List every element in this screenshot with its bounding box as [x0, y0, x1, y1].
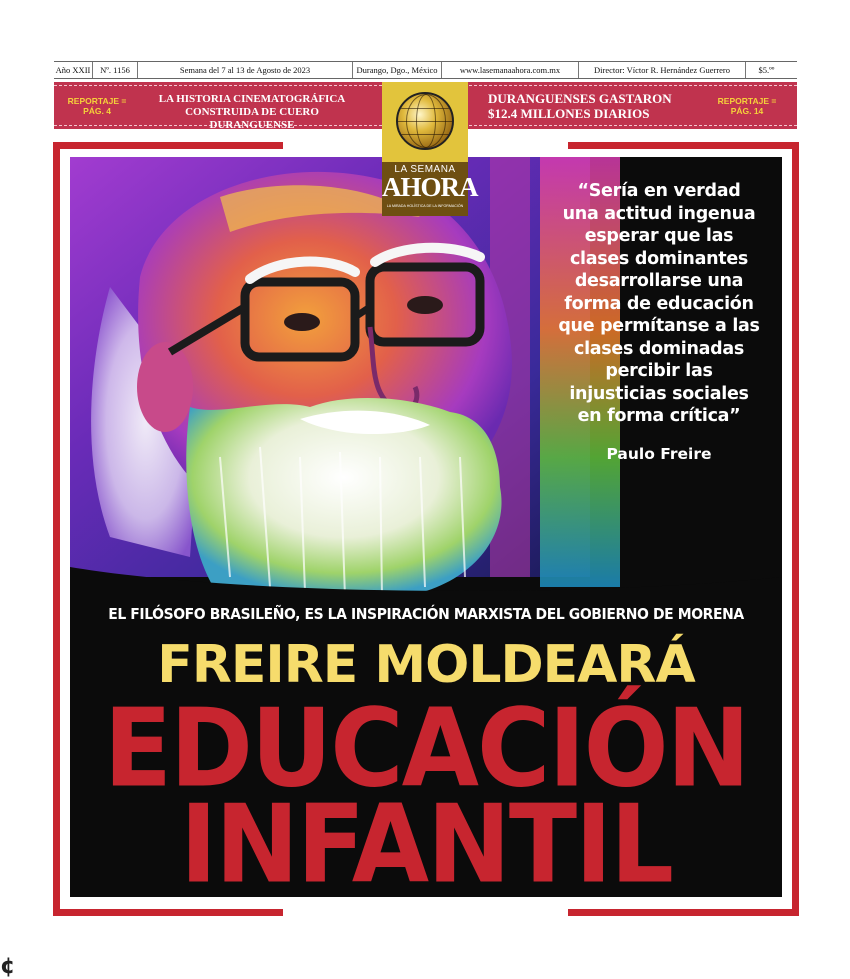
quote-line: clases dominantes: [569, 248, 749, 269]
globe-icon: [396, 92, 454, 150]
quote-line: forma de educación: [564, 293, 754, 314]
teaser-right-headline-1: DURANGUENSES GASTARON: [488, 91, 672, 106]
issue-number: Nº. 1156: [93, 62, 138, 78]
logo-top-text: LA SEMANA: [394, 164, 456, 175]
teaser-right-label-2: PÁG. 14: [730, 106, 764, 116]
teaser-left-headline-1: LA HISTORIA CINEMATOGRÁFICA: [158, 93, 346, 105]
teaser-right-headline-2: $12.4 MILLONES DIARIOS: [488, 106, 650, 121]
quote-line: clases dominadas: [574, 338, 744, 359]
pull-quote: [540, 180, 778, 428]
corner-mark: ¢: [0, 954, 16, 979]
cover-headline[interactable]: FREIRE MOLDEARÁ: [157, 635, 695, 695]
issue-director: Director: Víctor R. Hernández Guerrero: [579, 62, 746, 78]
issue-week: Semana del 7 al 13 de Agosto de 2023: [138, 62, 353, 78]
quote-line: una actitud ingenua: [562, 203, 756, 224]
quote-line: percibir las: [605, 361, 713, 381]
teaser-left-label[interactable]: [64, 96, 130, 116]
cover-headline-line3[interactable]: INFANTIL: [180, 781, 672, 897]
teaser-left-headline-2: CONSTRUIDA DE CUERO DURANGUENSE: [185, 106, 319, 131]
teaser-right-headline[interactable]: [488, 91, 688, 121]
logo-main-text: AHORA: [382, 172, 478, 202]
issue-year: Año XXII: [54, 62, 93, 78]
frame-gap-bottom: [283, 906, 568, 918]
quote-line: en forma crítica”: [577, 406, 741, 426]
newspaper-logo[interactable]: [382, 82, 478, 216]
cover-headline-line2[interactable]: EDUCACIÓN: [103, 685, 749, 812]
quote-line: que permítanse a las: [558, 316, 760, 336]
issue-location: Durango, Dgo., México: [353, 62, 442, 78]
logo-tagline: LA MIRADA HOLÍSTICA DE LA INFORMACIÓN: [386, 204, 464, 208]
issue-price: $5.ºº: [758, 65, 775, 75]
quote-line: esperar que las: [584, 226, 734, 246]
quote-line: injusticias sociales: [569, 383, 749, 404]
teaser-left-label-2: PÁG. 4: [83, 106, 111, 116]
cover-kicker: EL FILÓSOFO BRASILEÑO, ES LA INSPIRACIÓN MARXISTA DEL GOBIERNO DE MORENA: [108, 605, 744, 623]
cover-panel: [70, 157, 782, 897]
teaser-right-label-1: REPORTAJE =: [717, 96, 777, 106]
quote-author: Paulo Freire: [606, 445, 712, 463]
teaser-left-headline[interactable]: [142, 93, 362, 132]
teaser-right-label[interactable]: [710, 96, 784, 116]
teaser-left-label-1: REPORTAJE =: [67, 96, 127, 106]
quote-line: “Sería en verdad: [577, 181, 741, 201]
issue-website: www.lasemanaahora.com.mx: [442, 62, 579, 78]
masthead-info-bar: [54, 61, 797, 79]
quote-line: desarrollarse una: [574, 271, 744, 291]
